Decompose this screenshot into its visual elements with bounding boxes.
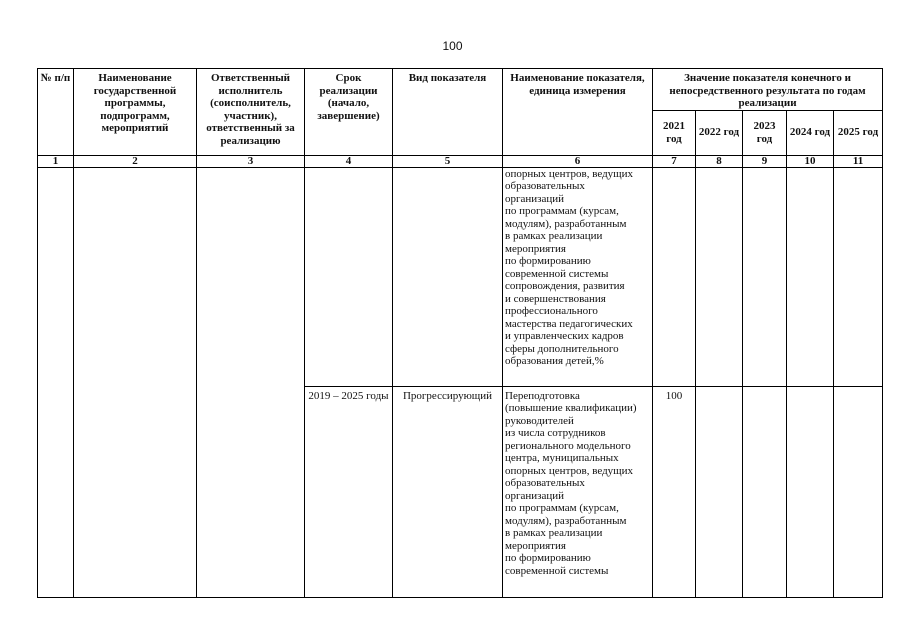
indicators-table <box>37 68 883 598</box>
cell-value-2022 <box>696 167 743 386</box>
page-number: 100 <box>442 39 463 53</box>
header-number: № п/п <box>38 69 74 156</box>
column-number: 6 <box>503 155 653 167</box>
column-number: 9 <box>743 155 787 167</box>
cell-period: 2019 – 2025 годы <box>305 386 393 597</box>
column-number: 1 <box>38 155 74 167</box>
header-program-name: Наименование государственной программы, подпрограмм, мероприятий <box>74 69 197 156</box>
cell-value-2021: 100 <box>653 386 696 597</box>
column-number: 4 <box>305 155 393 167</box>
cell-program-name <box>74 167 197 597</box>
header-responsible: Ответственный исполнитель (соисполнитель, участник), ответственный за реализацию <box>197 69 305 156</box>
cell-value-2021 <box>653 167 696 386</box>
cell-value-2025 <box>834 167 883 386</box>
header-indicator-name: Наименование показателя, единица измерения <box>503 69 653 156</box>
header-year-2022: 2022 год <box>696 110 743 155</box>
header-indicator-type: Вид показателя <box>393 69 503 156</box>
cell-value-2023 <box>743 167 787 386</box>
header-year-2025: 2025 год <box>834 110 883 155</box>
header-year-2023: 2023 год <box>743 110 787 155</box>
cell-value-2025 <box>834 386 883 597</box>
header-period: Срок реализации (начало, завершение) <box>305 69 393 156</box>
header-year-2021: 2021 год <box>653 110 696 155</box>
cell-period <box>305 167 393 386</box>
cell-indicator-name: Переподготовка (повышение квалификации) руководителей из числа сотрудников регионального модельного центра, муниципальных опорных центров, ведущих образовательных организаций по программам (курсам, модулям), разработанным в рамках реализации мероприятия по формированию современной системы <box>503 386 653 597</box>
cell-number <box>38 167 74 597</box>
cell-value-2022 <box>696 386 743 597</box>
column-number: 5 <box>393 155 503 167</box>
cell-indicator-type <box>393 167 503 386</box>
column-number: 10 <box>787 155 834 167</box>
column-numbers-row <box>38 155 883 167</box>
column-number: 2 <box>74 155 197 167</box>
column-number: 3 <box>197 155 305 167</box>
header-values-group: Значение показателя конечного и непосредственного результата по годам реализации <box>653 69 883 111</box>
column-number: 8 <box>696 155 743 167</box>
cell-indicator-type: Прогрессирующий <box>393 386 503 597</box>
cell-indicator-name: опорных центров, ведущих образовательных организаций по программам (курсам, модулям), разработанным в рамках реализации мероприятия по формированию современной системы сопровождения, развития и совершенствования профессионального мастерства педагогических и управленческих кадров сферы дополнительного образования детей,% <box>503 167 653 386</box>
header-year-2024: 2024 год <box>787 110 834 155</box>
table-row <box>38 167 883 386</box>
cell-value-2023 <box>743 386 787 597</box>
cell-value-2024 <box>787 167 834 386</box>
cell-value-2024 <box>787 386 834 597</box>
header-row-1 <box>38 69 883 111</box>
column-number: 11 <box>834 155 883 167</box>
column-number: 7 <box>653 155 696 167</box>
cell-responsible <box>197 167 305 597</box>
